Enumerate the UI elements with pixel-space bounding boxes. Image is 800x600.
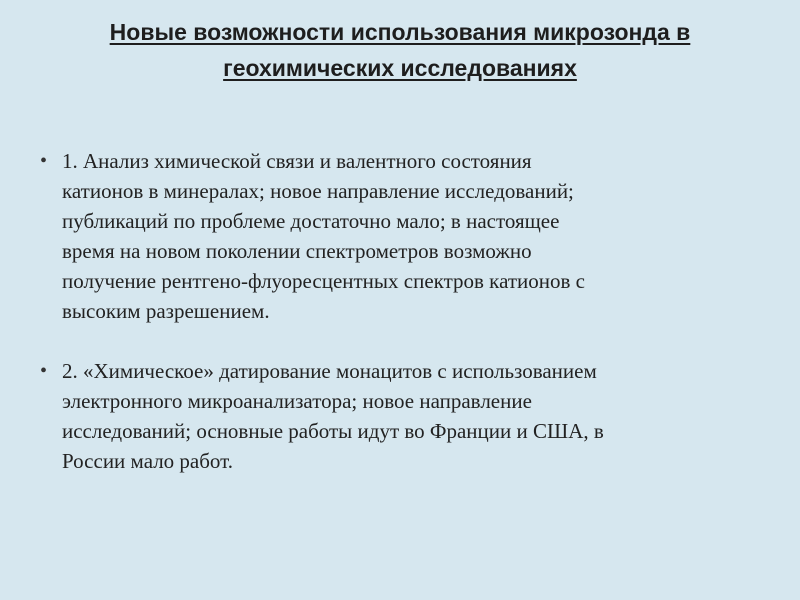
bullet-item-2 — [0, 356, 800, 476]
title-line: Новые возможности использования микрозонда в — [109, 19, 691, 45]
bullet-text-line: время на новом поколении спектрометров возможно — [62, 239, 532, 263]
bullet-list — [0, 146, 800, 476]
bullet-icon: • — [40, 360, 48, 382]
bullet-text-line: 1. Анализ химической связи и валентного состояния — [62, 149, 532, 173]
bullet-item-1 — [0, 146, 800, 326]
title-line: геохимических исследованиях — [223, 55, 577, 81]
bullet-text-line: исследований; основные работы идут во Франции и США, в — [62, 419, 604, 443]
bullet-text-line: публикаций по проблеме достаточно мало; в настоящее — [62, 209, 560, 233]
slide-title — [30, 14, 770, 86]
bullet-text-line: 2. «Химическое» датирование монацитов с использованием — [62, 359, 597, 383]
bullet-text-line: высоким разрешением. — [62, 299, 270, 323]
bullet-text-line: катионов в минералах; новое направление исследований; — [62, 179, 574, 203]
bullet-text-line: России мало работ. — [62, 449, 234, 473]
bullet-text-line: получение рентгено-флуоресцентных спектров катионов с — [62, 269, 585, 293]
bullet-icon: • — [40, 150, 48, 172]
bullet-text-line: электронного микроанализатора; новое направление — [62, 389, 532, 413]
